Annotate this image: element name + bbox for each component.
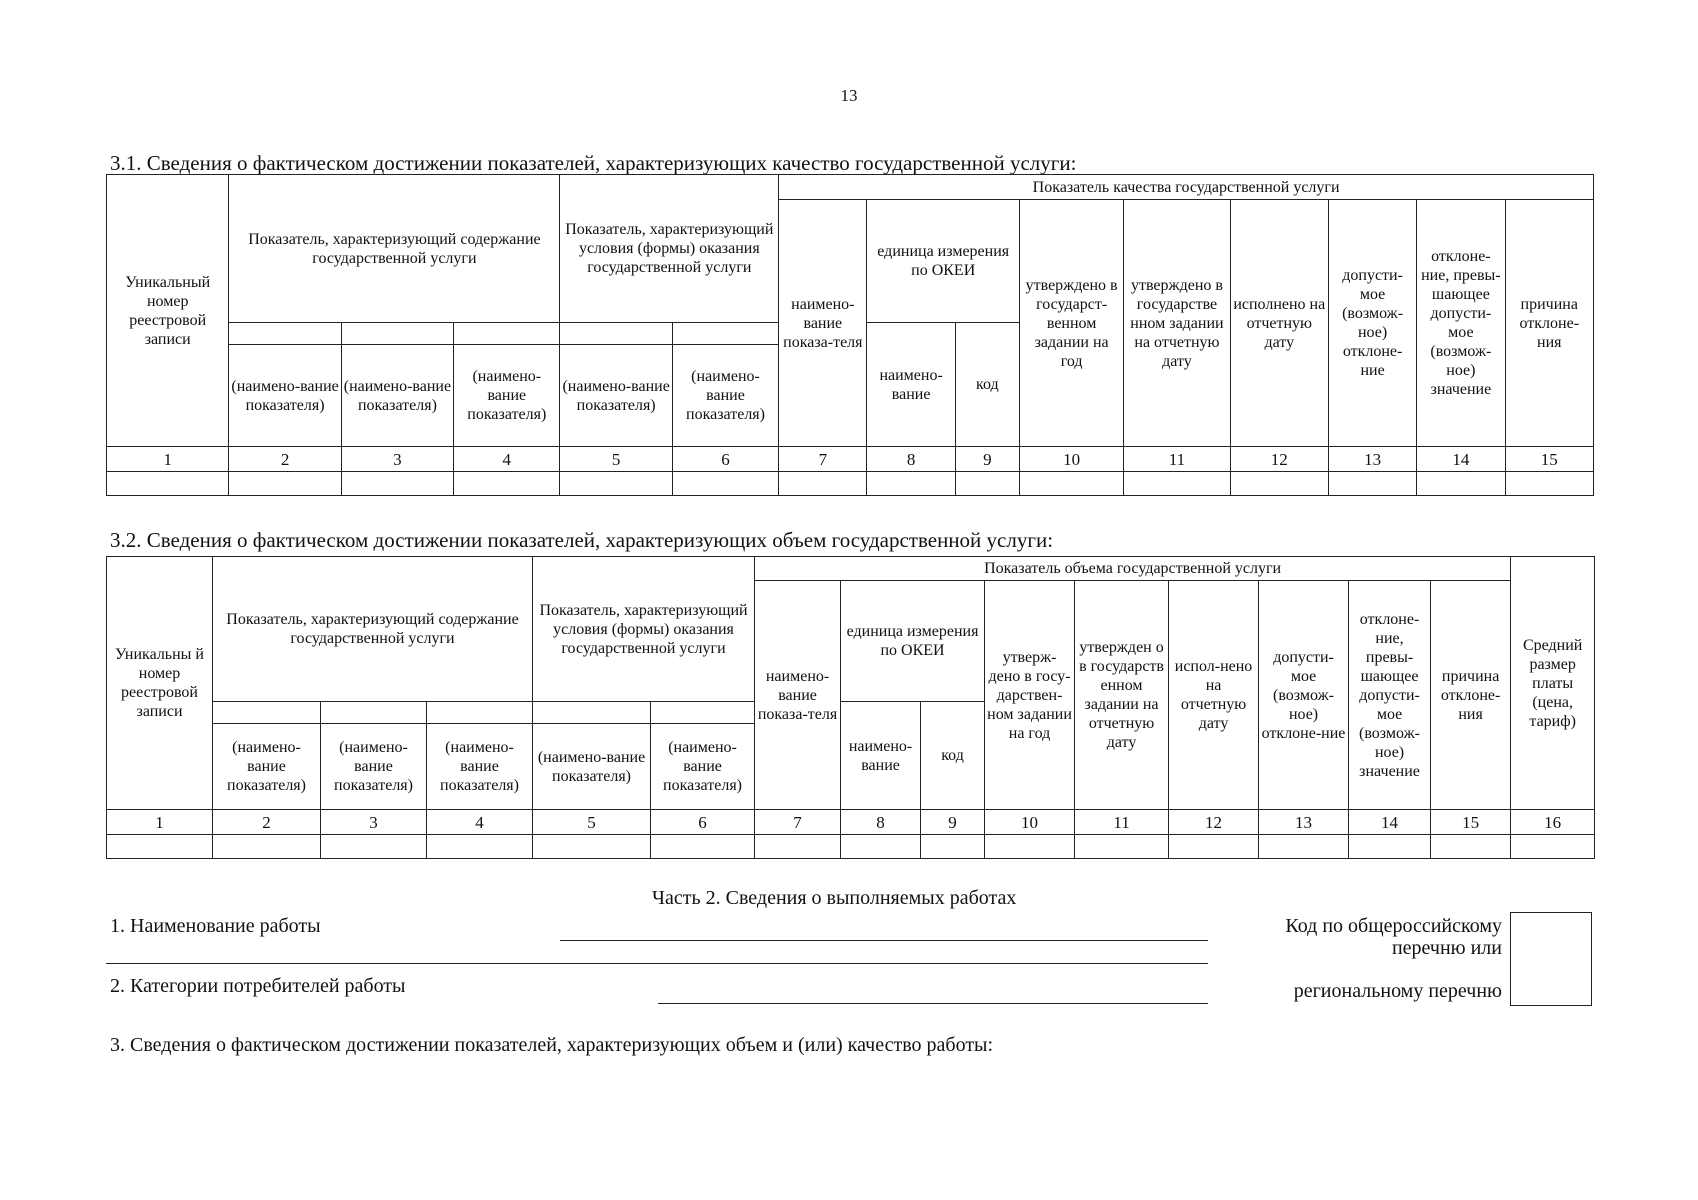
indicator-placeholder: (наимено-вание показателя) (341, 345, 453, 447)
column-number: 13 (1328, 447, 1416, 472)
unit-name-header: наимено-вание (867, 323, 955, 447)
unit-okei-header: единица измерения по ОКЕИ (841, 581, 985, 702)
consumers-label: 2. Категории потребителей работы (110, 975, 406, 997)
indicator-placeholder: (наимено-вание показателя) (672, 345, 778, 447)
data-cell[interactable] (321, 835, 427, 859)
data-cell[interactable] (867, 472, 955, 496)
volume-indicators-table (106, 556, 1595, 859)
code-label-line-2: перечню или (1391, 937, 1502, 959)
indicator-name-header: наимено-вание показа-теля (755, 581, 841, 810)
column-number: 7 (755, 810, 841, 835)
registry-number-header: Уникальный номер реестровой записи (107, 175, 229, 447)
data-cell[interactable] (1417, 472, 1505, 496)
column-number-row (107, 810, 1595, 835)
column-number: 15 (1505, 447, 1594, 472)
table-row (107, 472, 1594, 496)
column-number: 10 (985, 810, 1075, 835)
exceeding-deviation-header: отклоне-ние, превы-шающее допусти-мое (возмож-ное) значение (1417, 200, 1505, 447)
work-name-line-2[interactable] (106, 963, 1208, 964)
column-number: 8 (867, 447, 955, 472)
section-3-2-title: 3.2. Сведения о фактическом достижении показателей, характеризующих объем государственной услуги: (110, 528, 1054, 552)
executed-header: исполнено на отчетную дату (1230, 200, 1328, 447)
column-number: 7 (779, 447, 867, 472)
executed-header: испол-нено на отчетную дату (1169, 581, 1259, 810)
indicator-placeholder: (наимено-вание показателя) (321, 724, 427, 810)
table-row (107, 835, 1595, 859)
data-cell[interactable] (1124, 472, 1230, 496)
data-cell[interactable] (841, 835, 921, 859)
approved-year-header: утверж-дено в госу-дарствен-ном задании на год (985, 581, 1075, 810)
data-cell[interactable] (651, 835, 755, 859)
data-cell[interactable] (1505, 472, 1594, 496)
content-indicator-header: Показатель, характеризующий содержание государственной услуги (229, 175, 560, 323)
column-number: 15 (1431, 810, 1511, 835)
data-cell[interactable] (1169, 835, 1259, 859)
code-input-box[interactable] (1510, 912, 1592, 1006)
approved-date-header: утверждено в государстве нном задании на отчетную дату (1124, 200, 1230, 447)
indicator-name-header: наимено-вание показа-теля (779, 200, 867, 447)
column-number: 10 (1019, 447, 1123, 472)
column-number: 16 (1511, 810, 1595, 835)
column-number: 11 (1124, 447, 1230, 472)
column-number: 1 (107, 447, 229, 472)
column-number: 6 (651, 810, 755, 835)
work-name-label: 1. Наименование работы (110, 915, 321, 937)
part-2-title: Часть 2. Сведения о выполняемых работах (652, 887, 1017, 909)
reason-header: причина отклоне-ния (1505, 200, 1594, 447)
approved-year-header: утверждено в государст-венном задании на год (1019, 200, 1123, 447)
indicator-placeholder: (наимено-вание показателя) (533, 724, 651, 810)
column-number: 12 (1230, 447, 1328, 472)
volume-indicator-header: Показатель объема государственной услуги (755, 557, 1511, 581)
approved-date-header: утвержден о в государств енном задании на отчетную дату (1075, 581, 1169, 810)
indicator-placeholder: (наимено-вание показателя) (651, 724, 755, 810)
data-cell[interactable] (454, 472, 560, 496)
data-cell[interactable] (1075, 835, 1169, 859)
column-number: 13 (1259, 810, 1349, 835)
column-number: 5 (533, 810, 651, 835)
unit-code-header: код (955, 323, 1019, 447)
indicator-placeholder: (наимено-вание показателя) (427, 724, 533, 810)
data-cell[interactable] (229, 472, 341, 496)
consumers-line[interactable] (658, 1003, 1208, 1004)
column-number: 2 (229, 447, 341, 472)
quality-indicator-header: Показатель качества государственной услуги (779, 175, 1594, 200)
exceeding-deviation-header: отклоне-ние, превы-шающее допусти-мое (возмож-ное) значение (1349, 581, 1431, 810)
column-number: 1 (107, 810, 213, 835)
data-cell[interactable] (1349, 835, 1431, 859)
data-cell[interactable] (533, 835, 651, 859)
page-number: 13 (840, 86, 858, 105)
section-3-1-title: 3.1. Сведения о фактическом достижении показателей, характеризующих качество государственной услуги: (110, 151, 1077, 175)
code-label-line-3: региональному перечню (1293, 980, 1502, 1002)
unit-name-header: наимено-вание (841, 702, 921, 810)
data-cell[interactable] (1511, 835, 1595, 859)
column-number: 4 (427, 810, 533, 835)
data-cell[interactable] (1230, 472, 1328, 496)
data-cell[interactable] (560, 472, 672, 496)
unit-code-header: код (921, 702, 985, 810)
column-number: 4 (454, 447, 560, 472)
code-label-line-1: Код по общероссийскому (1285, 915, 1502, 937)
data-cell[interactable] (213, 835, 321, 859)
indicator-placeholder: (наимено-вание показателя) (213, 724, 321, 810)
data-cell[interactable] (1328, 472, 1416, 496)
column-number: 5 (560, 447, 672, 472)
column-number-row (107, 447, 1594, 472)
data-cell[interactable] (107, 835, 213, 859)
content-indicator-header: Показатель, характеризующий содержание государственной услуги (213, 557, 533, 702)
column-number: 3 (321, 810, 427, 835)
reason-header: причина отклоне-ния (1431, 581, 1511, 810)
quality-indicators-table (106, 174, 1594, 496)
indicator-placeholder: (наимено-вание показателя) (560, 345, 672, 447)
data-cell[interactable] (1019, 472, 1123, 496)
data-cell[interactable] (672, 472, 778, 496)
registry-number-header: Уникальны й номер реестровой записи (107, 557, 213, 810)
indicator-placeholder: (наимено-вание показателя) (454, 345, 560, 447)
conditions-indicator-header: Показатель, характеризующий условия (формы) оказания государственной услуги (560, 175, 779, 323)
column-number: 6 (672, 447, 778, 472)
unit-okei-header: единица измерения по ОКЕИ (867, 200, 1019, 323)
data-cell[interactable] (1259, 835, 1349, 859)
allowed-deviation-header: допусти-мое (возмож-ное) отклоне-ние (1259, 581, 1349, 810)
column-number: 12 (1169, 810, 1259, 835)
data-cell[interactable] (955, 472, 1019, 496)
data-cell[interactable] (1431, 835, 1511, 859)
column-number: 9 (955, 447, 1019, 472)
column-number: 14 (1417, 447, 1505, 472)
work-name-line[interactable] (560, 940, 1208, 941)
column-number: 14 (1349, 810, 1431, 835)
data-cell[interactable] (921, 835, 985, 859)
column-number: 11 (1075, 810, 1169, 835)
section-3-work-title: 3. Сведения о фактическом достижении показателей, характеризующих объем и (или) качество работы: (110, 1034, 994, 1056)
column-number: 8 (841, 810, 921, 835)
conditions-indicator-header: Показатель, характеризующий условия (формы) оказания государственной услуги (533, 557, 755, 702)
column-number: 9 (921, 810, 985, 835)
indicator-placeholder: (наимено-вание показателя) (229, 345, 341, 447)
data-cell[interactable] (755, 835, 841, 859)
data-cell[interactable] (779, 472, 867, 496)
data-cell[interactable] (107, 472, 229, 496)
data-cell[interactable] (341, 472, 453, 496)
column-number: 2 (213, 810, 321, 835)
allowed-deviation-header: допусти-мое (возмож-ное) отклоне-ние (1328, 200, 1416, 447)
column-number: 3 (341, 447, 453, 472)
data-cell[interactable] (427, 835, 533, 859)
data-cell[interactable] (985, 835, 1075, 859)
average-fee-header: Средний размер платы (цена, тариф) (1511, 557, 1595, 810)
